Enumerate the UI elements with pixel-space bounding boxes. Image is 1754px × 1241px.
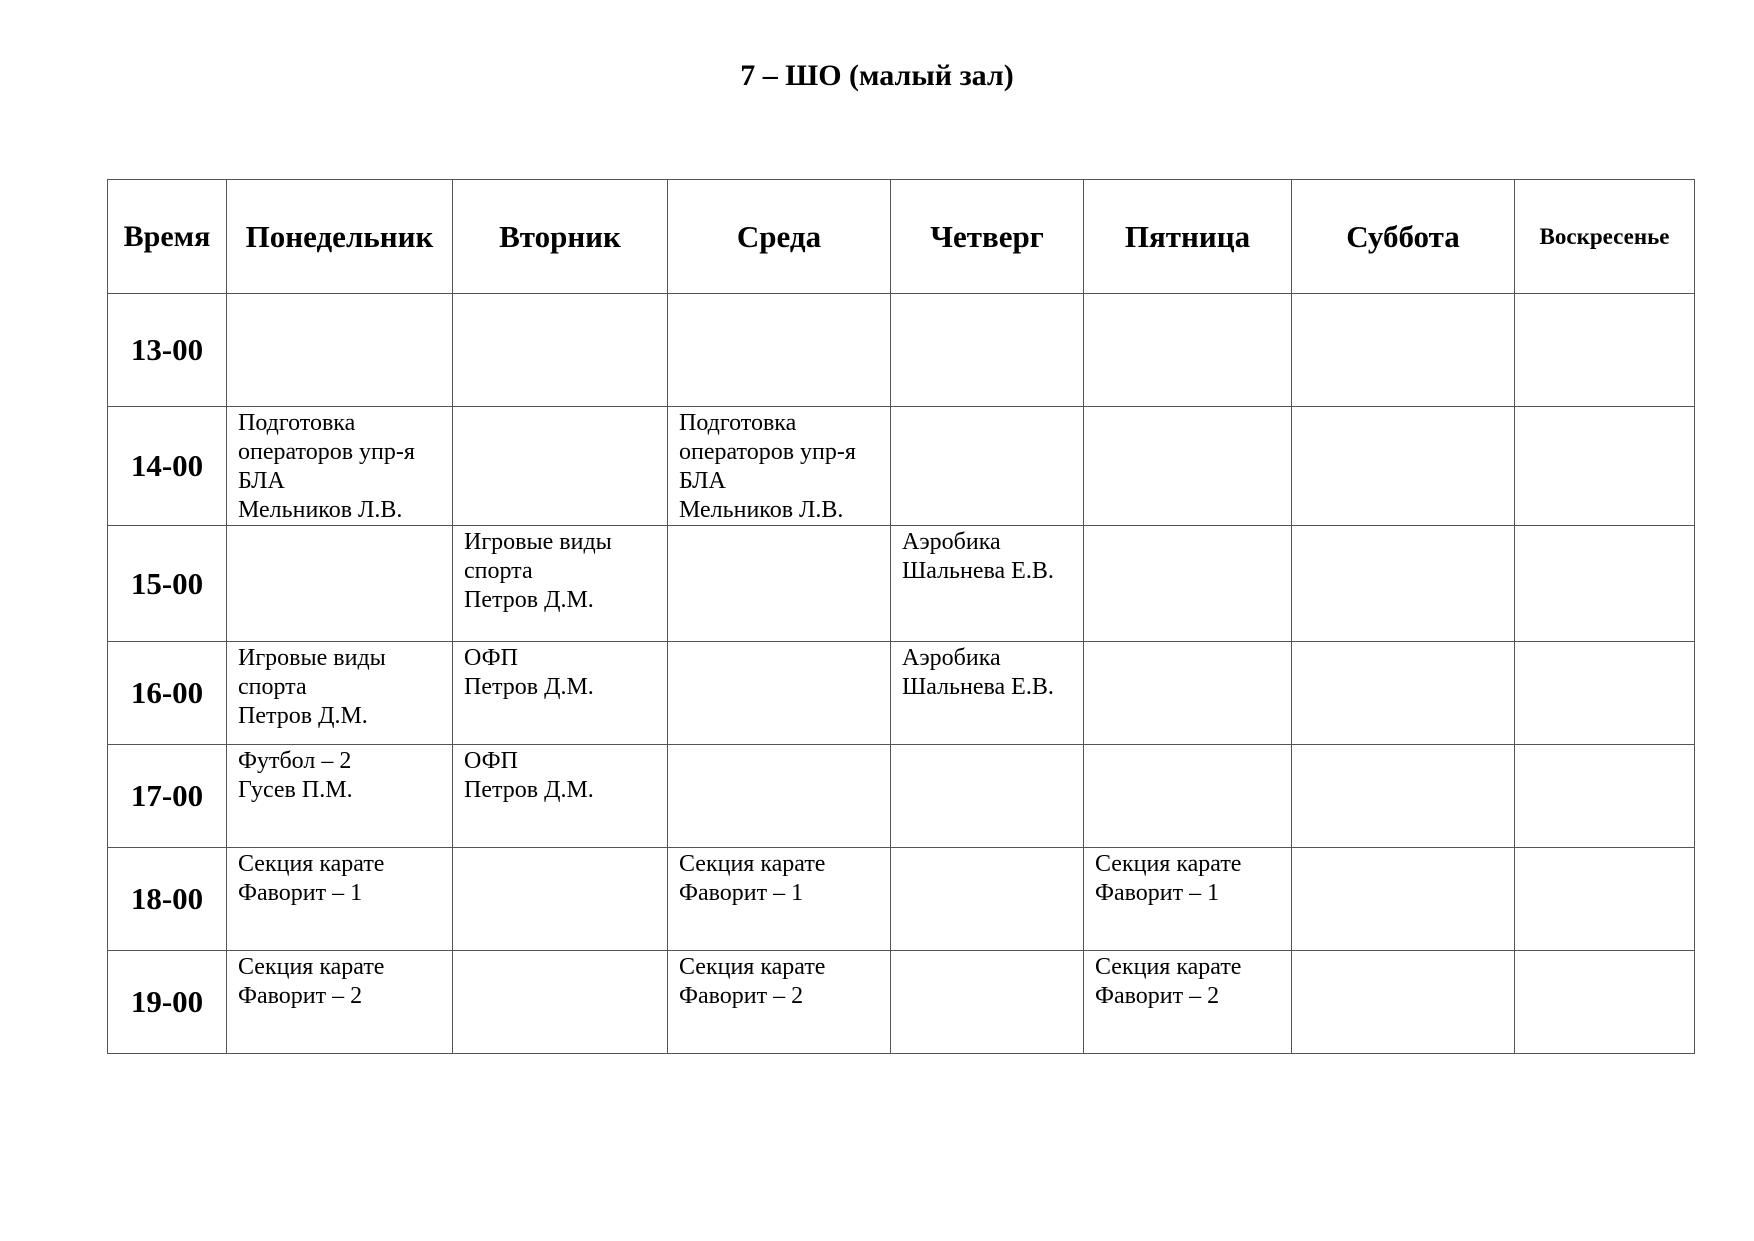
table-row [108,848,1695,951]
schedule-cell-monday [227,526,453,642]
column-header-wednesday: Среда [668,180,891,294]
schedule-cell-sunday [1515,848,1695,951]
schedule-cell-monday: Игровые виды спорта Петров Д.М. [227,642,453,745]
schedule-cell-wednesday: Подготовка операторов упр-я БЛА Мельников Л.В. [668,407,891,526]
schedule-cell-tuesday [453,951,668,1054]
time-cell: 16-00 [108,642,227,745]
schedule-cell-sunday [1515,526,1695,642]
schedule-cell-tuesday [453,407,668,526]
schedule-cell-sunday [1515,745,1695,848]
time-cell: 17-00 [108,745,227,848]
page-title: 7 – ШО (малый зал) [740,59,1014,92]
schedule-cell-friday [1084,745,1292,848]
schedule-cell-wednesday [668,526,891,642]
schedule-cell-friday [1084,526,1292,642]
time-cell: 14-00 [108,407,227,526]
schedule-cell-tuesday [453,848,668,951]
schedule-cell-thursday [891,407,1084,526]
column-header-tuesday: Вторник [453,180,668,294]
schedule-cell-wednesday [668,294,891,407]
schedule-cell-thursday: Аэробика Шальнева Е.В. [891,642,1084,745]
table-row [108,951,1695,1054]
time-cell: 13-00 [108,294,227,407]
schedule-cell-wednesday [668,642,891,745]
schedule-cell-saturday [1292,848,1515,951]
column-header-friday: Пятница [1084,180,1292,294]
column-header-sunday: Воскресенье [1515,180,1695,294]
schedule-cell-saturday [1292,745,1515,848]
schedule-cell-saturday [1292,642,1515,745]
schedule-cell-wednesday: Секция карате Фаворит – 1 [668,848,891,951]
schedule-cell-sunday [1515,407,1695,526]
schedule-cell-tuesday: Игровые виды спорта Петров Д.М. [453,526,668,642]
time-cell: 18-00 [108,848,227,951]
time-cell: 15-00 [108,526,227,642]
column-header-monday: Понедельник [227,180,453,294]
time-cell: 19-00 [108,951,227,1054]
schedule-cell-saturday [1292,951,1515,1054]
table-row [108,745,1695,848]
schedule-cell-monday: Секция карате Фаворит – 2 [227,951,453,1054]
schedule-cell-friday [1084,642,1292,745]
schedule-cell-friday: Секция карате Фаворит – 2 [1084,951,1292,1054]
schedule-cell-sunday [1515,642,1695,745]
schedule-cell-saturday [1292,526,1515,642]
schedule-cell-wednesday: Секция карате Фаворит – 2 [668,951,891,1054]
table-row [108,526,1695,642]
header-row [108,180,1695,294]
schedule-cell-friday [1084,407,1292,526]
schedule-cell-monday [227,294,453,407]
column-header-time: Время [108,180,227,294]
schedule-cell-friday: Секция карате Фаворит – 1 [1084,848,1292,951]
table-row [108,642,1695,745]
schedule-cell-thursday [891,848,1084,951]
schedule-cell-tuesday: ОФП Петров Д.М. [453,745,668,848]
table-row [108,407,1695,526]
schedule-cell-thursday [891,951,1084,1054]
table-row [108,294,1695,407]
schedule-cell-monday: Подготовка операторов упр-я БЛА Мельников Л.В. [227,407,453,526]
column-header-thursday: Четверг [891,180,1084,294]
schedule-cell-monday: Секция карате Фаворит – 1 [227,848,453,951]
schedule-cell-friday [1084,294,1292,407]
schedule-table [107,179,1695,1054]
schedule-cell-thursday: Аэробика Шальнева Е.В. [891,526,1084,642]
column-header-saturday: Суббота [1292,180,1515,294]
schedule-cell-monday: Футбол – 2 Гусев П.М. [227,745,453,848]
schedule-cell-sunday [1515,294,1695,407]
schedule-cell-tuesday: ОФП Петров Д.М. [453,642,668,745]
schedule-cell-sunday [1515,951,1695,1054]
schedule-cell-tuesday [453,294,668,407]
schedule-cell-wednesday [668,745,891,848]
schedule-cell-saturday [1292,294,1515,407]
schedule-cell-thursday [891,745,1084,848]
schedule-cell-thursday [891,294,1084,407]
schedule-cell-saturday [1292,407,1515,526]
